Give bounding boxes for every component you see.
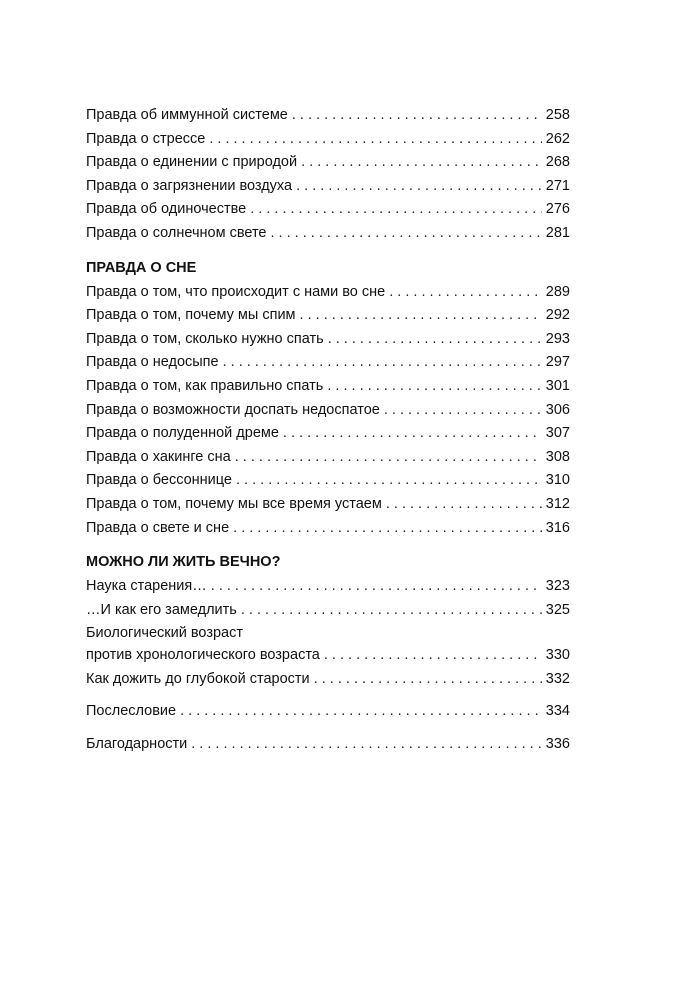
toc-entry-page: 307 — [545, 425, 570, 442]
toc-entry[interactable] — [86, 104, 570, 128]
dot-leader — [211, 575, 542, 599]
dot-leader — [314, 668, 542, 692]
toc-entry-page: 268 — [545, 154, 570, 171]
dot-leader — [283, 422, 542, 446]
toc-entry-page: 330 — [545, 647, 570, 664]
toc-entry[interactable] — [86, 351, 570, 375]
dot-leader — [324, 644, 542, 668]
toc-entry-title: Правда о том, что происходит с нами во сне — [86, 283, 386, 300]
toc-entry[interactable] — [86, 575, 570, 599]
toc-entry-page: 262 — [545, 130, 570, 147]
toc-entry-title: Правда о единении с природой — [86, 154, 298, 171]
toc-entry-page: 293 — [545, 330, 570, 347]
toc-entry[interactable] — [86, 175, 570, 199]
dot-leader — [209, 128, 541, 152]
toc-entry-title: …И как его замедлить — [86, 601, 237, 618]
toc-entry-page: 289 — [545, 283, 570, 300]
toc-entry-page: 336 — [545, 736, 570, 753]
dot-leader — [250, 198, 542, 222]
dot-leader — [389, 281, 542, 305]
toc-entry[interactable] — [86, 328, 570, 352]
toc-entry[interactable] — [86, 375, 570, 399]
toc-entry[interactable] — [86, 281, 570, 305]
spacer — [86, 691, 570, 700]
toc-entry-title: Правда об иммунной системе — [86, 107, 288, 123]
toc-entry-title: Правда о возможности доспать недоспатое — [86, 401, 380, 418]
toc-entry-title-line1: Биологический возраст — [86, 625, 243, 642]
section-heading-live-forever[interactable]: МОЖНО ЛИ ЖИТЬ ВЕЧНО? — [86, 554, 281, 571]
toc-entry-page: 325 — [545, 601, 570, 618]
toc-entry-title: Правда о том, сколько нужно спать — [86, 330, 324, 347]
toc-entry-title: Правда о свете и сне — [86, 519, 230, 536]
table-of-contents — [86, 104, 570, 757]
toc-entry-page: 334 — [545, 703, 570, 720]
dot-leader — [327, 375, 541, 399]
toc-entry[interactable] — [86, 599, 570, 623]
toc-entry[interactable] — [86, 668, 570, 692]
toc-entry-title: Правда о полуденной дреме — [86, 425, 279, 442]
toc-entry-title: Правда об одиночестве — [86, 201, 247, 218]
toc-entry-title: Наука старения… — [86, 578, 207, 595]
toc-entry-title: Послесловие — [86, 703, 177, 720]
toc-entry-afterword[interactable] — [86, 700, 570, 724]
toc-entry-title: Благодарности — [86, 736, 188, 753]
toc-entry-title: Правда о солнечном свете — [86, 224, 267, 241]
toc-entry[interactable] — [86, 222, 570, 246]
toc-entry-title: против хронологического возраста — [86, 647, 320, 664]
dot-leader — [384, 399, 542, 423]
section-heading-sleep[interactable]: ПРАВДА О СНЕ — [86, 259, 197, 276]
dot-leader — [301, 151, 542, 175]
dot-leader — [223, 351, 542, 375]
toc-entry-title: Правда о том, почему мы спим — [86, 307, 296, 324]
toc-entry-title: Правда о стрессе — [86, 130, 206, 147]
toc-entry[interactable] — [86, 493, 570, 517]
toc-entry-page: 258 — [545, 107, 570, 123]
toc-entry-page: 306 — [545, 401, 570, 418]
dot-leader — [236, 469, 542, 493]
dot-leader — [292, 104, 542, 128]
toc-entry-title: Правда о хакинге сна — [86, 448, 231, 465]
toc-entry-title: Правда о бессоннице — [86, 472, 232, 489]
toc-entry-page: 323 — [545, 578, 570, 595]
dot-leader — [241, 599, 542, 623]
toc-entry[interactable] — [86, 304, 570, 328]
dot-leader — [328, 328, 542, 352]
toc-entry-second-line — [86, 644, 570, 668]
toc-entry-multiline[interactable] — [86, 622, 570, 668]
toc-entry-page: 312 — [545, 495, 570, 512]
toc-entry-page: 292 — [545, 307, 570, 324]
toc-entry[interactable] — [86, 469, 570, 493]
toc-entry-acknowledgements[interactable] — [86, 733, 570, 757]
toc-entry-page: 332 — [545, 670, 570, 687]
toc-entry[interactable] — [86, 198, 570, 222]
toc-entry-title: Правда о загрязнении воздуха — [86, 177, 293, 194]
toc-entry[interactable] — [86, 517, 570, 541]
toc-entry-page: 271 — [545, 177, 570, 194]
spacer — [86, 724, 570, 733]
toc-entry-page: 301 — [545, 377, 570, 394]
dot-leader — [296, 175, 542, 199]
toc-entry-page: 276 — [545, 201, 570, 218]
toc-entry[interactable] — [86, 446, 570, 470]
dot-leader — [271, 222, 542, 246]
toc-entry-page: 281 — [545, 224, 570, 241]
dot-leader — [180, 700, 542, 724]
toc-entry[interactable] — [86, 399, 570, 423]
toc-entry-title: Правда о том, как правильно спать — [86, 377, 324, 394]
dot-leader — [300, 304, 542, 328]
toc-entry-page: 310 — [545, 472, 570, 489]
toc-entry-page: 316 — [545, 519, 570, 536]
toc-entry[interactable] — [86, 128, 570, 152]
toc-entry-title: Правда о том, почему мы все время устаем — [86, 495, 382, 512]
toc-entry-page: 308 — [545, 448, 570, 465]
toc-entry-page: 297 — [545, 354, 570, 371]
dot-leader — [191, 733, 542, 757]
toc-entry[interactable] — [86, 151, 570, 175]
dot-leader — [386, 493, 542, 517]
toc-entry-title: Правда о недосыпе — [86, 354, 219, 371]
toc-entry-title: Как дожить до глубокой старости — [86, 670, 310, 687]
dot-leader — [235, 446, 542, 470]
dot-leader — [233, 517, 542, 541]
toc-entry[interactable] — [86, 422, 570, 446]
